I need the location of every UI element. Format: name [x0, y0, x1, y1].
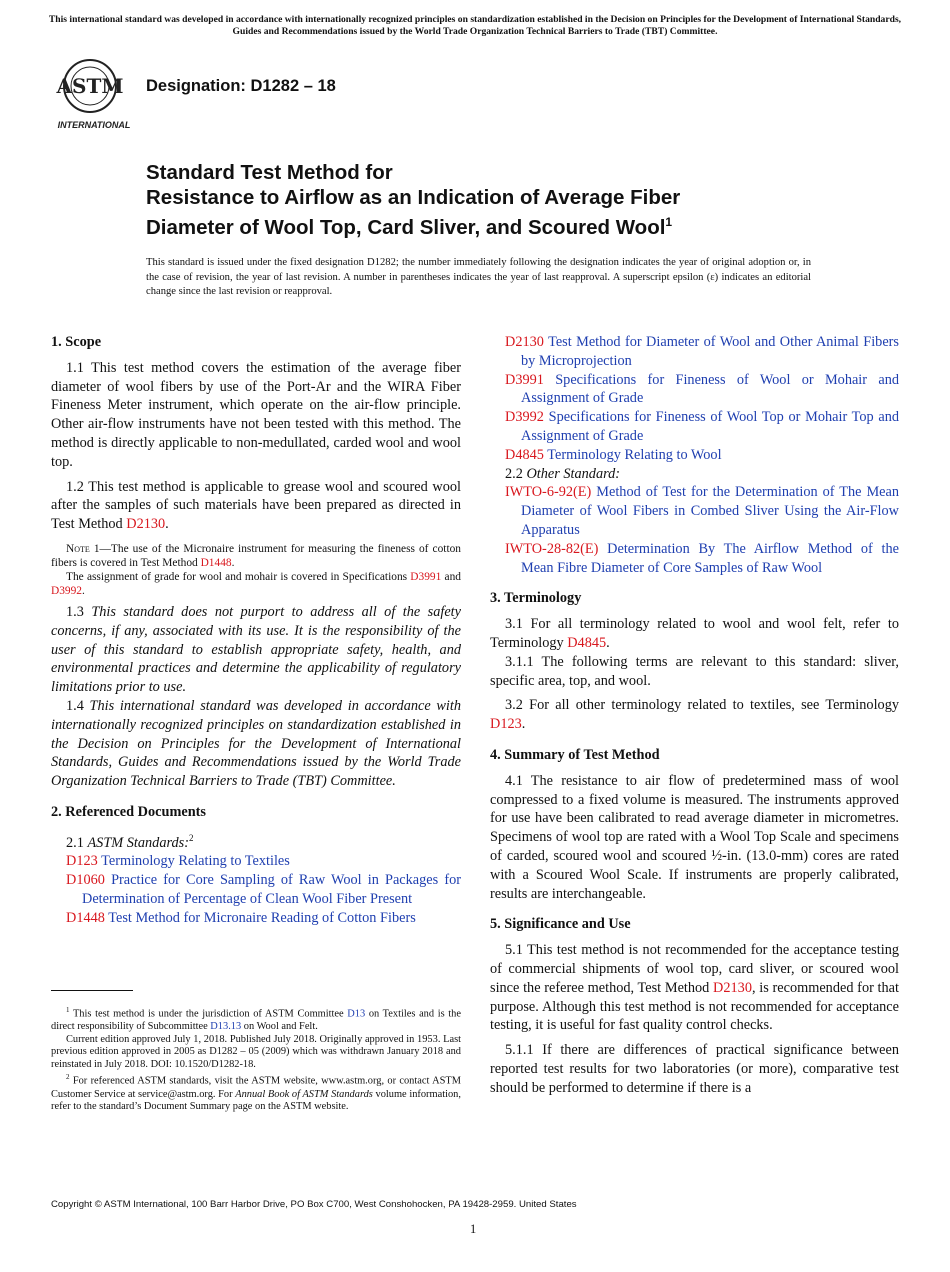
document-title: [146, 160, 836, 240]
astm-logo: [52, 56, 136, 132]
para-1-3-text: This standard does not purport to address all of the safety concerns, if any, associated with its use. It is the responsibility of the user of this standard to establish appropriate safety, health, and environmental practices and determine the applicability of regulatory limitations prior to use.: [51, 603, 461, 696]
para-1-2-end: .: [165, 516, 169, 533]
para-1-4: [51, 697, 461, 791]
ref-d3991[interactable]: [505, 371, 899, 409]
note-label: Note: [66, 542, 90, 555]
para-1-1: 1.1 This test method covers the estimation of the average fiber diameter of wool fibers by use of the Port-Ar and the WIRA Fiber Fineness Meter instrument, which operate on the air-flow principle. Other air-flow instruments have not been tested with this method. The method is directly applicable to non-medullated, carded wool and wool top.: [51, 359, 461, 470]
para-2-2-text: Other Standard:: [526, 465, 621, 482]
title-line-2: Resistance to Airflow as an Indication of Average Fiber: [146, 186, 681, 209]
para-5-1-text: 5.1 This test method is not recommended for the acceptance testing of commercial shipments of wool top, card sliver, or scoured wool since the referee method, Test Method: [490, 942, 899, 996]
note-2-end: .: [82, 584, 85, 597]
ref-d4845[interactable]: [505, 446, 899, 465]
footnote-1-mark: 1: [66, 1006, 70, 1014]
footnote-2-mark: 2: [66, 1073, 70, 1082]
para-5-1-end: , is recommended for that purpose. Although this test method is not recommended for acceptance testing, it is useful for fast quality control checks.: [490, 979, 899, 1034]
scope-heading: 1. Scope: [51, 334, 102, 350]
link-d4845[interactable]: D4845: [567, 634, 607, 651]
ref-title[interactable]: Test Method for Diameter of Wool and Other Animal Fibers by Microprojection: [521, 334, 899, 369]
footnote-1: [51, 1004, 461, 1034]
ref-title[interactable]: Test Method for Micronaire Reading of Cotton Fibers: [108, 909, 416, 926]
ref-d3992[interactable]: [505, 408, 899, 446]
ref-iwto-28[interactable]: [505, 540, 899, 578]
footnote-2-italic: Annual Book of ASTM Standards: [235, 1088, 373, 1100]
ref-d1448[interactable]: [66, 909, 461, 928]
ref-code[interactable]: D1060: [66, 872, 105, 889]
para-1-4-num: 1.4: [66, 697, 90, 714]
para-5-1: [490, 941, 899, 1035]
issuance-statement: This standard is issued under the fixed designation D1282; the number immediately following the designation indicates the year of original adoption or, in the case of revision, the year of last revision. A number in parentheses indicates the year of last reapproval. A superscript epsilon (ε) indicates an editorial change since the last revision or reapproval.: [146, 257, 811, 297]
note-1: [51, 542, 461, 570]
para-1-2-text: 1.2 This test method is applicable to grease wool and scoured wool after the samples of such materials have been prepared as directed in Test Method: [51, 478, 461, 533]
para-3-2-end: .: [521, 716, 526, 733]
ref-d1060[interactable]: [66, 871, 461, 909]
summary-heading: 4. Summary of Test Method: [490, 746, 660, 763]
footnotes: [51, 1004, 461, 1114]
left-column: [51, 333, 461, 927]
para-3-1-end: .: [606, 634, 610, 651]
footnote-1-c: on Wool and Felt.: [241, 1021, 318, 1033]
para-3-1-text: 3.1 For all terminology related to wool and wool felt, refer to Terminology: [490, 616, 899, 651]
para-3-2-text: 3.2 For all other terminology related to textiles, see Terminology: [505, 697, 899, 714]
wto-notice: This international standard was developed in accordance with internationally recognized principles on standardization established in the Decision on Principles for the Development of International Standards, Guides and Recommendations issued by the World Trade Organization Technical Barriers to Trade (TBT) Committee.: [48, 14, 902, 37]
referenced-docs-heading: 2. Referenced Documents: [51, 803, 206, 820]
title-line-3: [146, 210, 836, 240]
significance-heading: 5. Significance and Use: [490, 916, 631, 933]
ref-code[interactable]: D123: [66, 853, 98, 870]
ref-title[interactable]: Specifications for Fineness of Wool Top or Mohair Top and Assignment of Grade: [521, 409, 900, 444]
para-2-1-text: ASTM Standards:: [87, 834, 189, 851]
para-1-2: [51, 478, 461, 534]
ref-code[interactable]: D4845: [505, 446, 544, 463]
para-3-2: [490, 696, 899, 734]
note-2-and: and: [441, 570, 461, 583]
ref-code[interactable]: D3991: [505, 371, 544, 388]
ref-title[interactable]: Terminology Relating to Wool: [547, 446, 722, 463]
ref-d123[interactable]: [66, 852, 461, 871]
para-2-2: [490, 465, 899, 484]
para-1-4-text: This international standard was developed in accordance with internationally recognized principles on standardization established in the Decision on Principles for the Development of International Standards, Guides and Recommendations issued by the World Trade Organization Technical Barriers to Trade (TBT) Committee.: [51, 697, 461, 790]
para-3-1-1: 3.1.1 The following terms are relevant to this standard: sliver, specific area, top, and wool.: [490, 653, 899, 689]
link-d1448-note[interactable]: D1448: [200, 556, 232, 569]
astm-logo-graphic: [52, 56, 136, 132]
logo-subtext: INTERNATIONAL: [57, 120, 131, 130]
footnote-2-b: volume information, refer to the standard’s Document Summary page on the ASTM website.: [51, 1088, 461, 1113]
ref-title[interactable]: Practice for Core Sampling of Raw Wool in Packages for Determination of Percentage of Clean Wool Fiber Present: [82, 872, 462, 907]
para-1-3-num: 1.3: [66, 603, 92, 620]
footnote-1-b: on Textiles and is the direct responsibility of Subcommittee: [51, 1008, 461, 1033]
note-1-text: 1—The use of the Micronaire instrument for measuring the fineness of cotton fibers is covered in Test Method: [51, 542, 461, 569]
para-3-1: [490, 615, 899, 653]
para-5-1-1: 5.1.1 If there are differences of practical significance between reported test results for two laboratories (or more), comparative test should be performed to determine if there is a: [490, 1042, 899, 1096]
page-number: 1: [470, 1222, 477, 1236]
title-line-3-text: Diameter of Wool Top, Card Sliver, and Scoured Wool: [146, 215, 666, 239]
ref-d2130[interactable]: [505, 333, 899, 371]
title-footnote-mark: 1: [665, 215, 673, 229]
link-d2130[interactable]: D2130: [126, 516, 166, 533]
ref-title[interactable]: Specifications for Fineness of Wool or Mohair and Assignment of Grade: [521, 371, 899, 407]
para-2-1-sup: 2: [189, 832, 194, 843]
para-2-1-num: 2.1: [66, 834, 88, 851]
para-1-3: [51, 603, 461, 697]
note-1-grade: [51, 570, 461, 598]
para-2-2-num: 2.2: [505, 465, 527, 482]
ref-title[interactable]: Determination By The Airflow Method of the Mean Fibre Diameter of Core Samples of Raw Wool: [521, 540, 899, 576]
footnote-2: [51, 1071, 461, 1113]
para-4-1: 4.1 The resistance to air flow of predetermined mass of wool compressed to a fixed volume is measured. The instruments approved for use have been calibrated to read average diameter in micrometres. Specimens of wool top are rated with a Wool Top Scale and specimens of carded, scoured wool and scoured ½-in. (13.0-mm) cores are rated with a Scoured Wool Scale. If instruments are properly calibrated, results are interchangeable.: [490, 772, 899, 902]
right-column: [490, 333, 899, 1097]
note-2-text: The assignment of grade for wool and mohair is covered in Specifications: [66, 570, 411, 583]
link-d123[interactable]: D123: [490, 716, 522, 733]
ref-code[interactable]: IWTO-6-92(E): [505, 484, 592, 501]
footnote-2-a: For referenced ASTM standards, visit the ASTM website, www.astm.org, or contact ASTM Customer Service at service@astm.org. For: [51, 1075, 461, 1100]
ref-title[interactable]: Terminology Relating to Textiles: [101, 853, 290, 870]
ref-code[interactable]: IWTO-28-82(E): [505, 540, 599, 557]
ref-iwto-6[interactable]: [505, 483, 899, 539]
link-d3992-note[interactable]: D3992: [51, 584, 83, 597]
footnote-1-a: This test method is under the jurisdiction of ASTM Committee: [69, 1008, 348, 1020]
link-d2130-sig[interactable]: D2130: [713, 979, 752, 996]
link-d3991-note[interactable]: D3991: [410, 570, 442, 583]
link-d13-13[interactable]: D13.13: [210, 1021, 242, 1033]
note-1-end: .: [231, 556, 235, 569]
logo-text: ASTM: [56, 74, 124, 98]
footnote-1-current: Current edition approved July 1, 2018. Published July 2018. Originally approved in 1953. Last previous edition approved in 2005 as D1282 – 05 (2009) which was withdrawn January 2018 and reinstated in July 2018. DOI: 10.1520/D1282-18.: [51, 1033, 461, 1070]
ref-code[interactable]: D2130: [505, 334, 544, 350]
ref-title[interactable]: Method of Test for the Determination of The Mean Diameter of Wool Fibers in Combed Sliver Using the Air-Flow Apparatus: [521, 484, 899, 538]
link-d13[interactable]: D13: [347, 1008, 366, 1020]
para-2-1: [51, 829, 461, 853]
footnote-divider: [51, 990, 133, 991]
designation: Designation: D1282 – 18: [146, 77, 336, 95]
title-line-1: Standard Test Method for: [146, 161, 393, 184]
ref-code[interactable]: D1448: [66, 909, 105, 926]
terminology-heading: 3. Terminology: [490, 590, 582, 607]
copyright-line: Copyright © ASTM International, 100 Barr Harbor Drive, PO Box C700, West Conshohocken, PA 19428-2959. United States: [51, 1199, 577, 1210]
ref-code[interactable]: D3992: [505, 409, 544, 426]
